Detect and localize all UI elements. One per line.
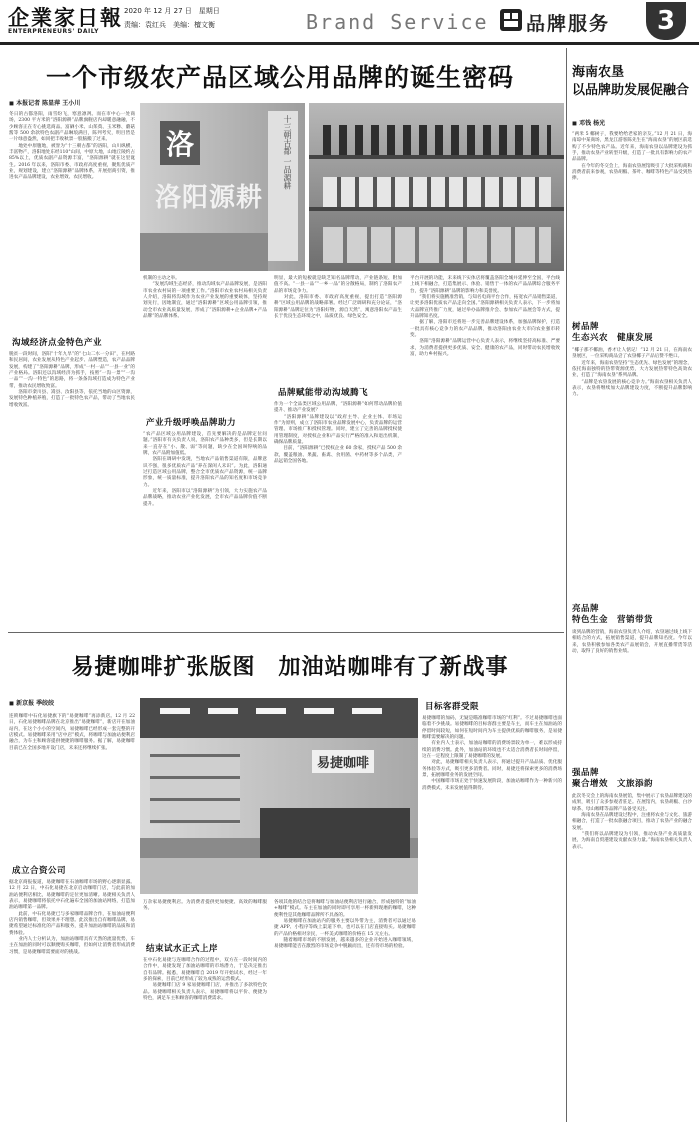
- shelf-board-middle: [309, 207, 564, 211]
- storefront-logo-box: [160, 121, 200, 165]
- article1-col1-b: 脱贫一段时间，洛阳“十年九旱”的“七山二水一分田”，在村路和民居间，农业发展从特色产业起步、品牌塑造，农产品品牌发展，构建了“洛阳源耕”品牌，形成“一村一品”“一县一业”的产业格局。洛阳还以沟域经济为抓手，按照“一沟一景”“一沟一品”“一沟一特色”的思路，将一条条沟域打造成为特色产业带，推动农民增收致富。 洛阳市栾川县、嵩县、汝阳县等，依托当地的山区资源，发展特色种植养殖，打造了一批特色农产品，带动了当地农民增收致富。: [9, 352, 135, 408]
- article2-subhead-1: 成立合资公司: [12, 866, 67, 876]
- article1-col4-a: 平台开展的功能，未来线下实体店将覆盖洛阳全城并延伸至全国，平台线上线下相融合，打造集展示、体验、销售于一体的农产品品牌综合服务平台，提升“洛阳源耕”品牌的影响力和美誉度。 “我们将实施精准营销，与知名电商平台合作，拓宽农产品销售渠道，让更多洛阳优质农产品走向全国。”洛阳源耕相关负责人表示，下一步将加大品牌宣传推广力度，通过举办品牌推介会、参加农产品展会等方式，提升品牌知名度。 据了解，洛阳市还将进一步完善品牌建设体系，加强品牌保护，打造一批具有核心竞争力的农产品品牌，推动洛阳由农业大市向农业强市转变。 洛阳“洛阳源耕”品牌运营中心负责人表示，将继续坚持高标准、严要求，为消费者提供更多优质、安全、健康的农产品，同时带动农民增收致富，助力乡村振兴。: [410, 276, 560, 358]
- article1-col2-b: “农产品区域公用品牌建设，首先要解决的是品牌定位问题。”洛阳市有关负责人说，洛阳农产品种类多，但是长期以来一直存在“小、散、弱”等问题，缺少在全国叫得响的品牌，农产品附加值低。 洛阳在调研中发现，当地农产品销售渠道有限，品牌意识不强，很多优质农产品“养在深闺人未识”。为此，洛阳通过打造区域公用品牌，整合全市优质农产品资源，统一品牌形象，统一质量标准，提升洛阳农产品的知名度和市场竞争力。 近年来，洛阳市以“洛阳源耕”为引领，大力实施农产品品牌战略，推动农业产业化发展，全市农产品品牌价值不断提升。: [143, 432, 267, 507]
- box-row-bottom: [323, 227, 551, 263]
- article1-col1-a: 冬日的古都洛阳，雨雪纷飞，寒意凛冽。而在市中心一处商场，2300 平方米的“洛阳源耕”品牌旗舰店内却暖意融融，不少顾客正在专心挑选商品。富硒小米、山茱萸、玉米糁、蘑菇酱等 500 余款特色农副产品琳琅满目，陈列考究，明目皆是一片绿意盎然，如同把丰收秋景一股脑搬了过来。 地处中原腹地，被誉为“十三朝古都”的洛阳，山川纵横，丰富物产，洛阳地处东经110°山间，中原大地，山地丘陵约占 85%以上，优质农副产品资源丰富，“洛阳源耕”就在这里诞生。2016 年以来，洛阳市委、市政府高度重视，聚焦优质产业，规划建设，建立“洛阳源耕”品牌体系，开展招商引资，推进农产品品牌建设，农业增效、农民增收。: [9, 112, 135, 181]
- storefront-floor: [140, 233, 268, 271]
- article2-photo-cafe: [140, 698, 418, 894]
- article2-col3-a: 各项其他的结合是将咖啡与加油站便利店进行融合，形成独特的“加油+咖啡”模式。车主在加油的同时即可享用一杯新鲜现磨的咖啡，这种便利性是其他咖啡品牌所不具备的。 易捷咖啡在加油站内的服务主要以外带为主，消费者可以通过易捷 APP、小程序等线上渠道下单，也可以在门店直接购买。易捷咖啡的产品价格相对亲民，一杯美式咖啡的价格在 15 元左右。 随着咖啡市场的不断发展，越来越多的企业开始进入咖啡领域，易捷咖啡能否在激烈的市场竞争中脱颖而出，还有待市场的检验。: [274, 900, 416, 950]
- cafe-counter: [260, 808, 410, 858]
- article1-col2-a: 机制的主动之举。 “发展沟域生态经济，推动沟域农产品品牌发展，是洛阳市农业农村局的一项重要工作。”洛阳市农业农村局相关负责人介绍，洛阳将沟域作为农业产业发展的重要载体，坚持规划先行，因地制宜，通过“洛阳源耕”区域公用品牌引领，推动全市农业高质量发展，形成了“洛阳源耕+企业品牌+产品品牌”的品牌体系。: [143, 276, 267, 320]
- article2-col4-a: 易捷咖啡的加码，无疑是瞄准咖啡市场的“红利”。不过易捷咖啡也面临着不少挑战。易捷咖啡的目标客群主要是车主，而车主在加油站的停留时间较短，如何在短时间内为车主提供优质的咖啡服务，是易捷咖啡需要解决的问题。 有业内人士表示，加油站咖啡的消费场景较为单一，难以形成持续的消费习惯。此外，加油站的环境也不太适合消费者长时间停留，这在一定程度上限制了易捷咖啡的发展。 对此，易捷咖啡相关负责人表示，将通过提升产品品质、优化服务体验等方式，吸引更多消费者。同时，易捷还将探索更多的消费场景，拓展咖啡业务的发展空间。 中国咖啡市场正处于快速发展阶段，加油站咖啡作为一种新兴的消费模式，未来发展值得期待。: [422, 716, 562, 791]
- section-divider: [8, 632, 564, 633]
- cafe-ceiling: [140, 698, 418, 738]
- article2-subhead-3: 目标客群受限: [425, 702, 480, 712]
- article2-col1-a: 连锁咖啡中石化易捷旗下的“易捷咖啡”再添新店。12 月 22 日，石化易捷咖啡品牌在北京推出“易捷咖啡”，新店开在加油站内，在这个小小的空间内，易捷咖啡已经形成一套完整的开店模式。易捷咖啡采用“店中店”模式，将咖啡与加油站便利店融合，为车主和顾客提供便捷的咖啡服务。据了解，易捷咖啡目前已在全国多地开设门店，未来还将继续扩张。: [9, 714, 137, 751]
- article1-subhead-3: 品牌赋能带动沟域腾飞: [278, 388, 369, 398]
- storefront-brand-text: 洛阳源耕: [155, 183, 264, 213]
- jar-row-middle: [323, 177, 551, 207]
- page-number-badge: [646, 2, 686, 40]
- masthead-name-en: ENTERPRENEURS' DAILY: [8, 28, 99, 35]
- sidebar-col-a: “两米 5 椰树子，我要给给老家的亲友。”12 月 21 日，海南琼中某商场，黑龙江游客陈先生在“海南农垦”的展区前选购了不少特色农产品。近年来，海南农垦以品牌建设为抓手，推动农垦产业转型升级，打造了一批具有影响力的农产品品牌。 在今年的冬交会上，海南农垦展馆吸引了大批采购商和消费者前来参观，农垦胡椒、茶叶、咖啡等特色产品受到热捧。: [572, 132, 692, 182]
- section-name-cn: 品牌服务: [526, 13, 611, 35]
- article1-photo-storefront: [140, 103, 305, 271]
- article1-photo-shelves: [309, 103, 564, 271]
- sidebar-col-b: “椰子那不椰油，香才让人惦记！”12 月 21 日，在海南农垦展区，一位采购商品尝了农垦椰子产品后赞不绝口。 近年来，海南农垦坚持“生态优先、绿色发展”的理念，依托海南独特的热带资源优势，大力发展热带特色高效农业，打造了“海南农垦”系列品牌。 “品牌是农垦发展的核心竞争力。”海南农垦相关负责人表示，农垦将继续加大品牌建设力度，不断提升品牌影响力。: [572, 348, 692, 398]
- cafe-lights: [160, 708, 398, 714]
- issue-editor: 责编：袁红兵 美编：檀文衡: [124, 21, 215, 29]
- article1-byline: ◼ 本报记者 陈显萍 王小川: [9, 100, 81, 107]
- cafe-sign: 易捷咖啡: [312, 750, 374, 773]
- article1-headline: 一个市级农产品区域公用品牌的诞生密码: [45, 63, 514, 92]
- article2-col2-a: 万杂家易捷便利店。为消费者提供更加便捷、高效的咖啡服务。: [143, 900, 267, 912]
- sidebar-rule: [566, 48, 567, 1122]
- storefront-side-text: 十三朝古都 一品源耕: [283, 115, 292, 190]
- issue-date: 2020 年 12 月 27 日 星期日: [124, 7, 220, 15]
- cafe-floor: [140, 858, 418, 894]
- sidebar-col-c: 谈到品牌的营销，海南农垦负责人介绍，农垦通过线上线下相结合的方式，拓展销售渠道，提升品牌知名度。今年以来，农垦积极参加各类农产品展销会，开展直播带货等活动，取得了良好的销售业绩。: [572, 630, 692, 655]
- brand-service-icon: [500, 9, 522, 31]
- masthead: [0, 0, 699, 46]
- masthead-name: 企業家日報: [8, 5, 123, 30]
- section-name-en: Brand Service: [306, 10, 489, 34]
- sidebar-subhead-1: 树品牌 生态兴农 健康发展: [572, 322, 654, 343]
- page-number: 3: [656, 6, 676, 36]
- sidebar-subhead-3: 强品牌 聚合增效 文旅添韵: [572, 768, 654, 789]
- article2-col2-b: 在中石化易捷与连咖啡合作的过程中，双方在一段时间内的合作中，易捷发现了加油站咖啡的市场潜力，于是决定推出自有品牌。据悉，易捷咖啡自 2019 年开始试水，经过一年多的探索，目前已经形成了较为成熟的运营模式。 易捷咖啡门店 9 家易捷咖啡门店，并推出了多款特色饮品。易捷咖啡相关负责人表示，易捷咖啡将以平价、便捷为特色，满足车主和顾客的咖啡消费需求。: [143, 958, 267, 1002]
- article1-col3-b: 作为一个全品类区域公用品牌，“洛阳源耕”如何带动品牌价值提升、推动产业发展？ “洛阳源耕”品牌建设以“政府主导、企业主体、市场运作”为原则，成立了洛阳市农业品牌发展中心，负责品牌的运营管理、市场推广和授权管理。同时，建立了完善的品牌授权使用管理制度，对授权企业和产品实行严格的准入和退出机制，确保品牌质量。 目前，“洛阳源耕”已授权企业 60 余家，授权产品 500 余款，覆盖粮油、果蔬、畜禽、食用菌、中药材等多个品类，产品远销全国各地。: [274, 402, 402, 465]
- article2-col1-b: 据北京商报报道，易捷咖啡在石油咖啡市场的野心逐渐显露。12 月 22 日，中石化易捷在北京启动咖啡门店，与此前的加油站便利店相比，易捷咖啡的定位更加清晰。易捷相关负责人表示，易捷咖啡将依托中石化遍布全国的加油站网络，打造加油站咖啡第一品牌。 此前，中石化易捷已与多家咖啡品牌合作，在加油站便利店内销售咖啡，但效果并不理想。此次推出自有咖啡品牌，易捷希望通过标准化的产品和服务，提升加油站咖啡的品质和消费体验。 业内人士分析认为，加油站咖啡具有天然的流量优势，车主在加油的同时可以顺便购买咖啡，但如何让消费者形成消费习惯，是易捷咖啡需要面对的挑战。: [9, 880, 135, 955]
- article1-subhead-1: 沟域经济点金特色产业: [12, 338, 103, 348]
- article2-subhead-2: 结束试水正式上岸: [146, 944, 219, 954]
- sidebar-byline: ◼ 邓钱 杨光: [572, 120, 606, 127]
- masthead-rule: [0, 42, 699, 45]
- storefront-logo-char: 洛: [165, 128, 194, 161]
- sidebar-subhead-2: 亮品牌 特色生金 营销带货: [572, 604, 654, 625]
- cafe-shelf: [150, 754, 240, 824]
- article1-col3-a: 明显，最大的短板就是缺乏知名品牌带动，产业链条短、附加值不高。“一县一品”“一乡一品”的分散格局，制约了洛阳农产品的市场竞争力。 对此，洛阳市委、市政府高度重视，提出打造“洛阳源耕”区域公用品牌的战略部署。经过广泛调研和充分论证，“洛阳源耕”品牌定位为“洛阳好物，源自天然”，寓意洛阳农产品生长于优良生态环境之中，品质优良、绿色安全。: [274, 276, 402, 320]
- article2-byline: ◼ 新京报 季皎皎: [9, 700, 55, 707]
- shelf-board-top: [309, 155, 564, 159]
- sidebar-headline: 海南农垦 以品牌助发展促融合: [572, 65, 690, 98]
- bottle-row-top: [323, 125, 551, 155]
- article2-headline: 易捷咖啡扩张版图 加油站咖啡有了新战事: [71, 654, 509, 680]
- article1-subhead-2: 产业升级呼唤品牌助力: [146, 418, 237, 428]
- sidebar-col-d: 此次冬交会上的海南农垦展馆，集中展示了农垦品牌建设的成果，吸引了众多参观者驻足。在展馆内，农垦胡椒、白沙绿茶、母山咖啡等品牌产品备受关注。 海南农垦在品牌建设过程中，注重将农业与文化、旅游相融合，打造了一批农旅融合项目，推动了农垦产业的融合发展。 “我们将以品牌建设为引领，推动农垦产业高质量发展，为海南自贸港建设贡献农垦力量。”海南农垦相关负责人表示。: [572, 794, 692, 850]
